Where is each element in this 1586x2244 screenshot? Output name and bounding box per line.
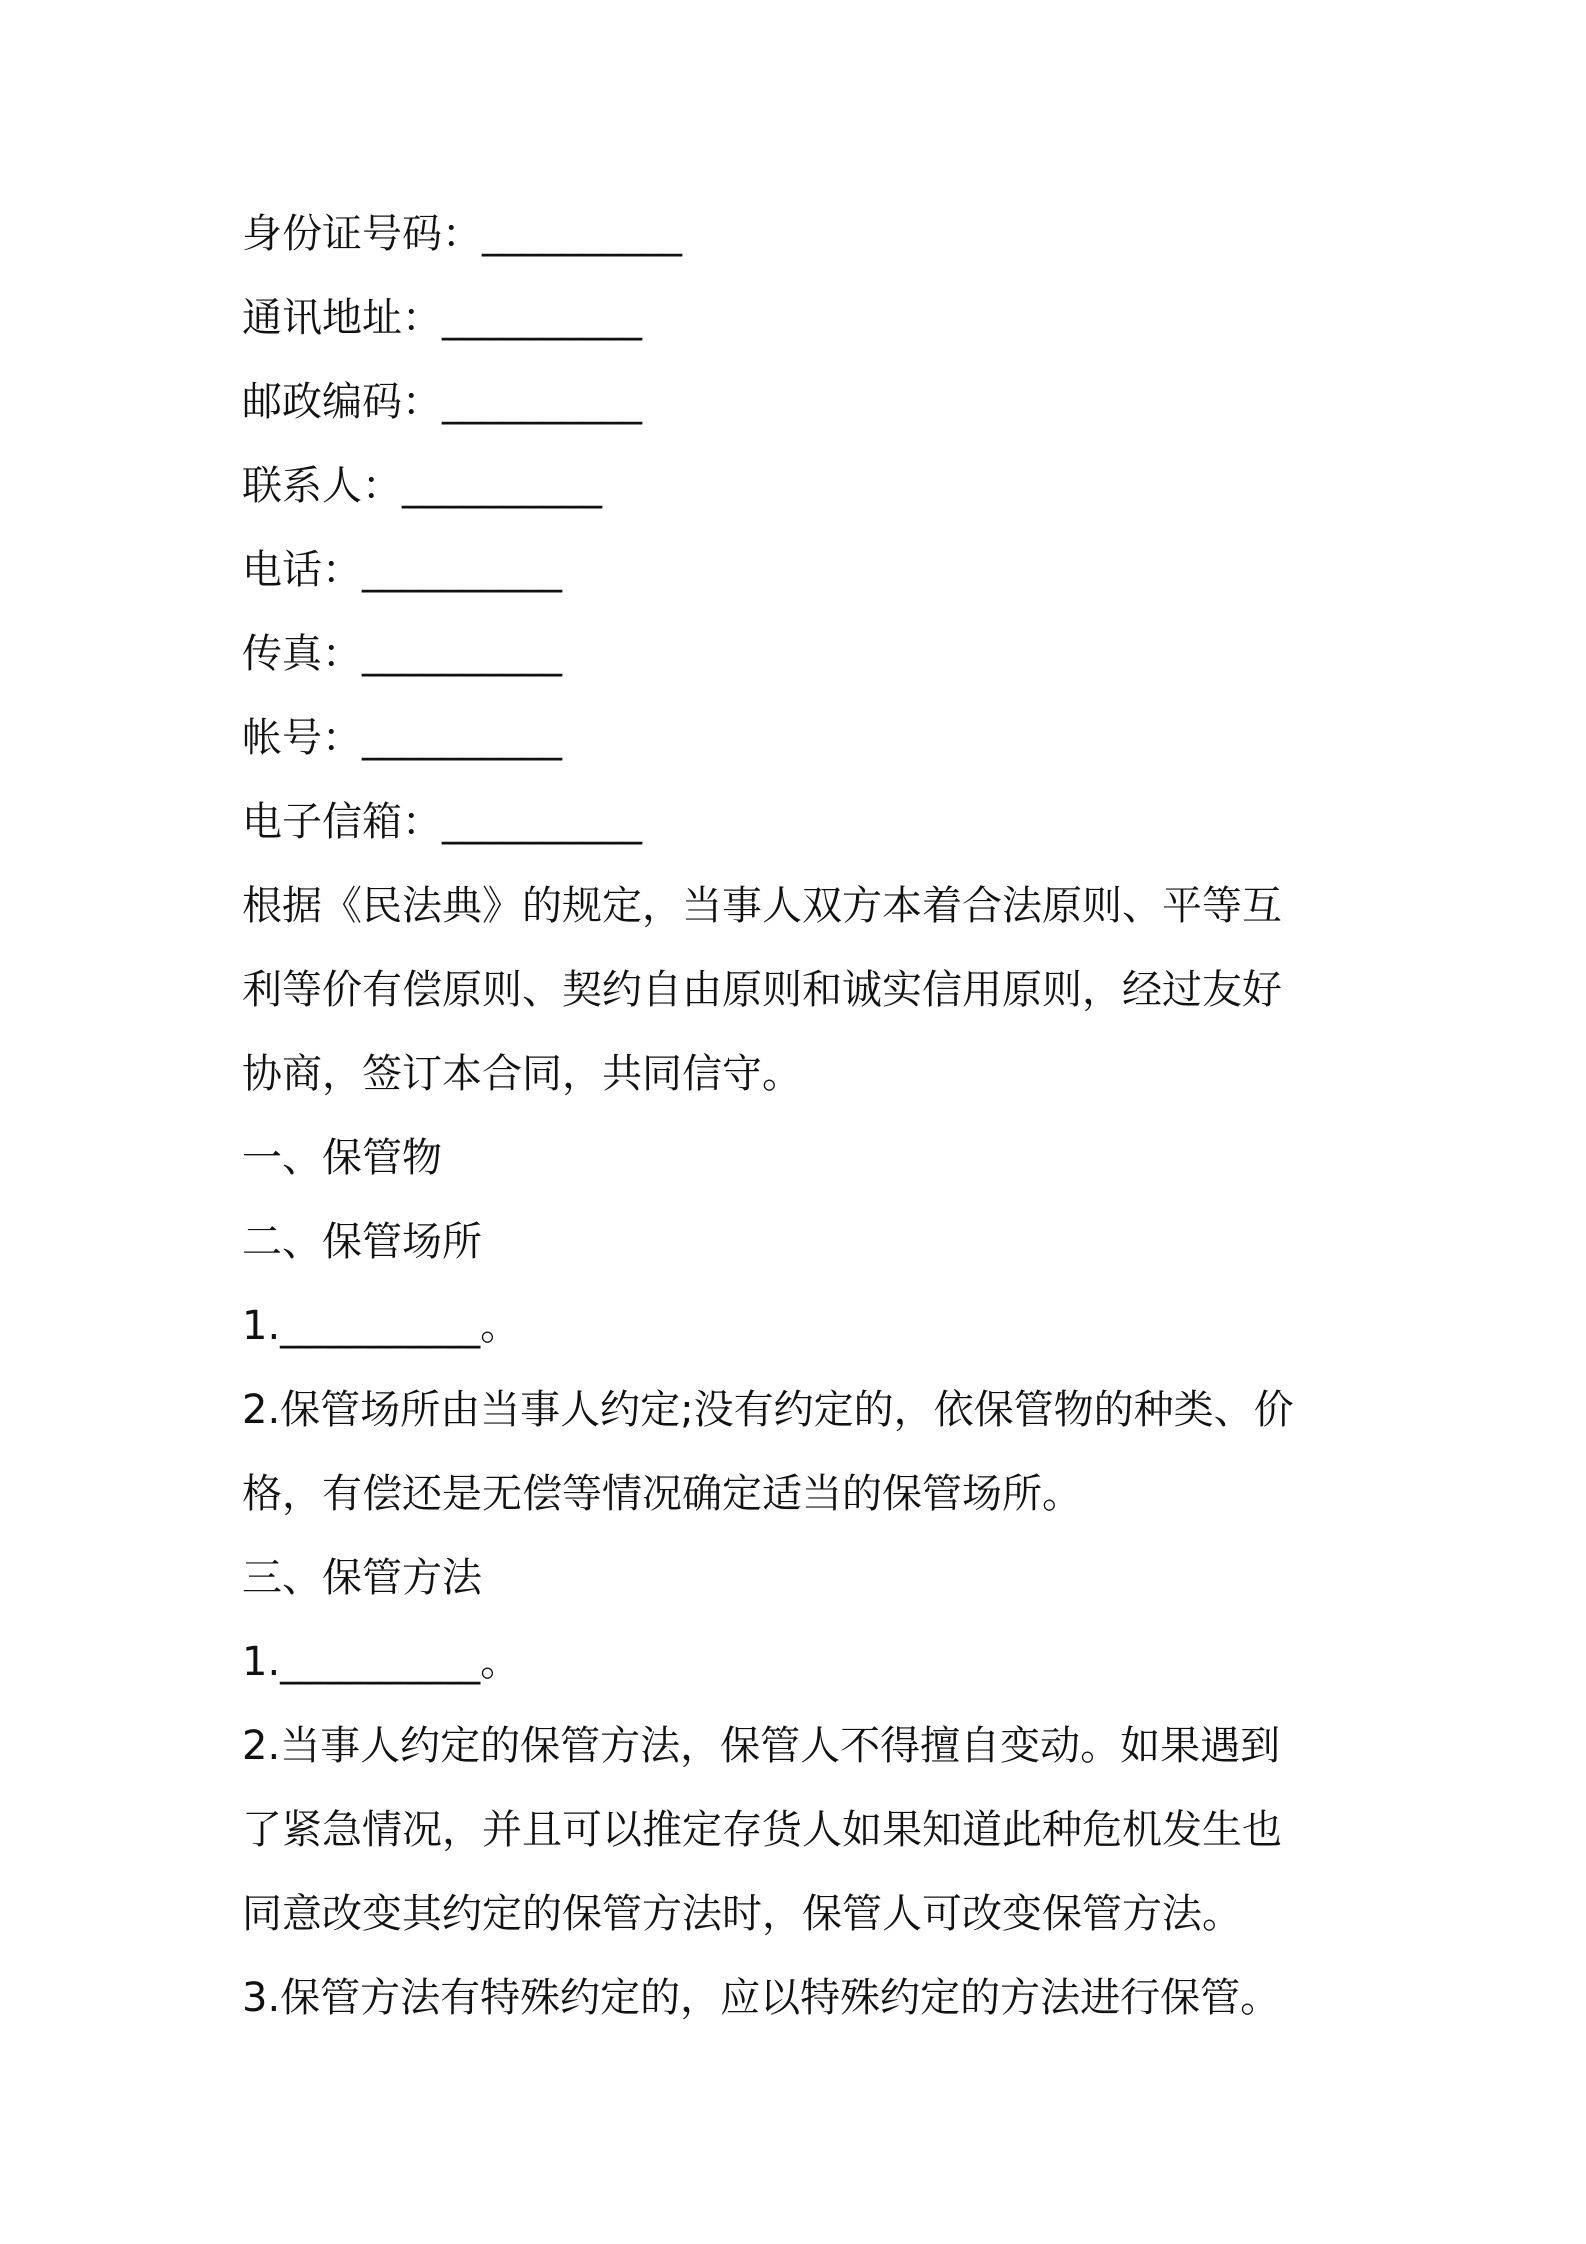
document-page: [242, 192, 1367, 2040]
section-heading-2: 二、保管场所: [242, 1219, 482, 1265]
id-number-line: [242, 192, 1367, 276]
section-heading-3: 三、保管方法: [242, 1555, 482, 1601]
clause-3-2-line-2: 了紧急情况，并且可以推定存货人如果知道此种危机发生也: [242, 1807, 1282, 1853]
email-label: 电子信箱：: [242, 799, 442, 845]
contact-blank: __________: [402, 463, 602, 509]
clause-2-2-line-1: 2.保管场所由当事人约定;没有约定的，依保管物的种类、价: [242, 1387, 1294, 1433]
phone-blank: __________: [362, 547, 562, 593]
phone-line: [242, 528, 1367, 612]
email-line: [242, 780, 1367, 864]
account-line: [242, 696, 1367, 780]
fax-blank: __________: [362, 631, 562, 677]
address-line: [242, 276, 1367, 360]
address-blank: __________: [442, 295, 642, 341]
address-label: 通讯地址：: [242, 295, 442, 341]
preamble-line-1: 根据《民法典》的规定，当事人双方本着合法原则、平等互: [242, 883, 1282, 929]
postcode-label: 邮政编码：: [242, 379, 442, 425]
preamble-line-3: 协商，签订本合同，共同信守。: [242, 1051, 802, 1097]
clause-2-2-line-2: 格，有偿还是无偿等情况确定适当的保管场所。: [242, 1471, 1082, 1517]
id-number-blank: __________: [482, 211, 682, 257]
clause-3-3: 3.保管方法有特殊约定的，应以特殊约定的方法进行保管。: [242, 1975, 1281, 2021]
phone-label: 电话：: [242, 547, 362, 593]
clause-3-2-line-3: 同意改变其约定的保管方法时，保管人可改变保管方法。: [242, 1891, 1242, 1937]
contact-label: 联系人：: [242, 463, 402, 509]
account-blank: __________: [362, 715, 562, 761]
clause-3-2-line-1: 2.当事人约定的保管方法，保管人不得擅自变动。如果遇到: [242, 1723, 1281, 1769]
account-label: 帐号：: [242, 715, 362, 761]
preamble-line-2: 利等价有偿原则、契约自由原则和诚实信用原则，经过友好: [242, 967, 1282, 1013]
section-heading-1: 一、保管物: [242, 1135, 442, 1181]
postcode-blank: __________: [442, 379, 642, 425]
id-number-label: 身份证号码：: [242, 211, 482, 257]
clause-3-1: 1.__________。: [242, 1639, 521, 1685]
email-blank: __________: [442, 799, 642, 845]
clause-2-1: 1.__________。: [242, 1303, 521, 1349]
fax-line: [242, 612, 1367, 696]
postcode-line: [242, 360, 1367, 444]
contact-line: [242, 444, 1367, 528]
fax-label: 传真：: [242, 631, 362, 677]
